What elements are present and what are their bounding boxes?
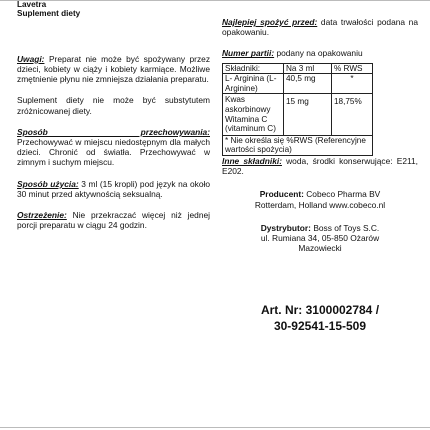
distributor-name: Boss of Toys S.C. [313,222,380,233]
table-cell: Kwas askorbinowy Witamina C (vitaminum C) [223,94,284,135]
distributor-address-line-1: ul. Rumiana 34, 05-850 Ożarów [260,232,380,243]
substitute-paragraph: Suplement diety nie może być substytutem zróżnicowanej diety. [17,95,210,116]
batch-label: Numer partii: [222,48,275,59]
usage-text: 3 ml (15 kropli) pod język na około 30 minut przed aktywnością seksualną. [17,178,210,199]
best-before-paragraph [222,17,418,37]
best-before-text: data trwałości podana na opakowaniu. [222,17,419,38]
table-cell: 40,5 mg [284,74,332,94]
table-cell: 18,75% [332,94,373,135]
warnings-text: Preparat nie może być spożywany przez dzieci, kobiety w ciąży i kobiety karmiące. Możliwe zmętnienie płynu nie zmniejsza działania preparatu. [17,53,211,85]
producer-label: Producent: [259,189,304,200]
producer-address: Rotterdam, Holland www.cobeco.nl [254,199,386,210]
table-cell: 15 mg [284,94,332,135]
table-header-cell: Składniki: [223,63,284,74]
distributor-label: Dystrybutor: [260,222,311,233]
storage-label: Sposób przechowywania: [17,126,210,137]
distributor-address-line-2: Mazowiecki [298,243,342,254]
bottom-edge-line [0,427,430,428]
batch-paragraph [222,48,418,58]
producer-name: Cobeco Pharma BV [306,189,381,200]
table-row [223,94,373,135]
distributor-block [222,223,418,254]
nutrition-table [222,63,373,156]
storage-paragraph [17,127,210,168]
article-number-block [222,302,418,334]
batch-text: podany na opakowaniu [276,48,363,59]
article-number-line-1: Art. Nr: 3100002784 / [260,303,380,318]
product-subtitle [17,9,210,18]
other-ingredients-label: Inne składniki: [222,155,282,166]
table-footnote: * Nie określa się %RWS (Referencyjne wartości spożycia) [223,135,373,155]
table-header-cell: % RWS [332,63,373,74]
table-header-row [223,63,373,74]
other-ingredients-paragraph [222,156,418,176]
product-name: Lavetra [17,0,47,9]
distributor-line [222,223,418,233]
best-before-label: Najlepiej spożyć przed: [222,17,318,27]
caution-label: Ostrzeżenie: [17,210,67,221]
article-number-line-2: 30-92541-15-509 [273,319,367,334]
warnings-paragraph [17,54,210,85]
caution-text: Nie przekraczać więcej niż jednej porcji preparatu w ciągu 24 godzin. [17,210,210,231]
usage-label: Sposób użycia: [17,178,79,189]
producer-line [222,189,418,199]
usage-paragraph [17,179,210,199]
table-cell: * [332,74,373,94]
table-footnote-row [223,135,373,155]
producer-block [222,189,418,209]
table-row [223,74,373,94]
product-subtitle-text: Suplement diety [17,9,81,19]
table-header-cell: Na 3 ml [284,63,332,74]
warnings-label: Uwagi: [17,53,45,64]
other-ingredients-text: woda, środki konserwujące: E211, E202. [222,155,419,177]
storage-text: Przechowywać w miejscu niedostępnym dla małych dzieci. Chronić od światła. Przechowywać w zimnym i suchym miejscu. [17,137,210,168]
left-column [17,0,210,230]
caution-paragraph [17,210,210,230]
right-column [222,0,418,334]
table-cell: L- Arginina (L-Arginine) [223,74,284,94]
